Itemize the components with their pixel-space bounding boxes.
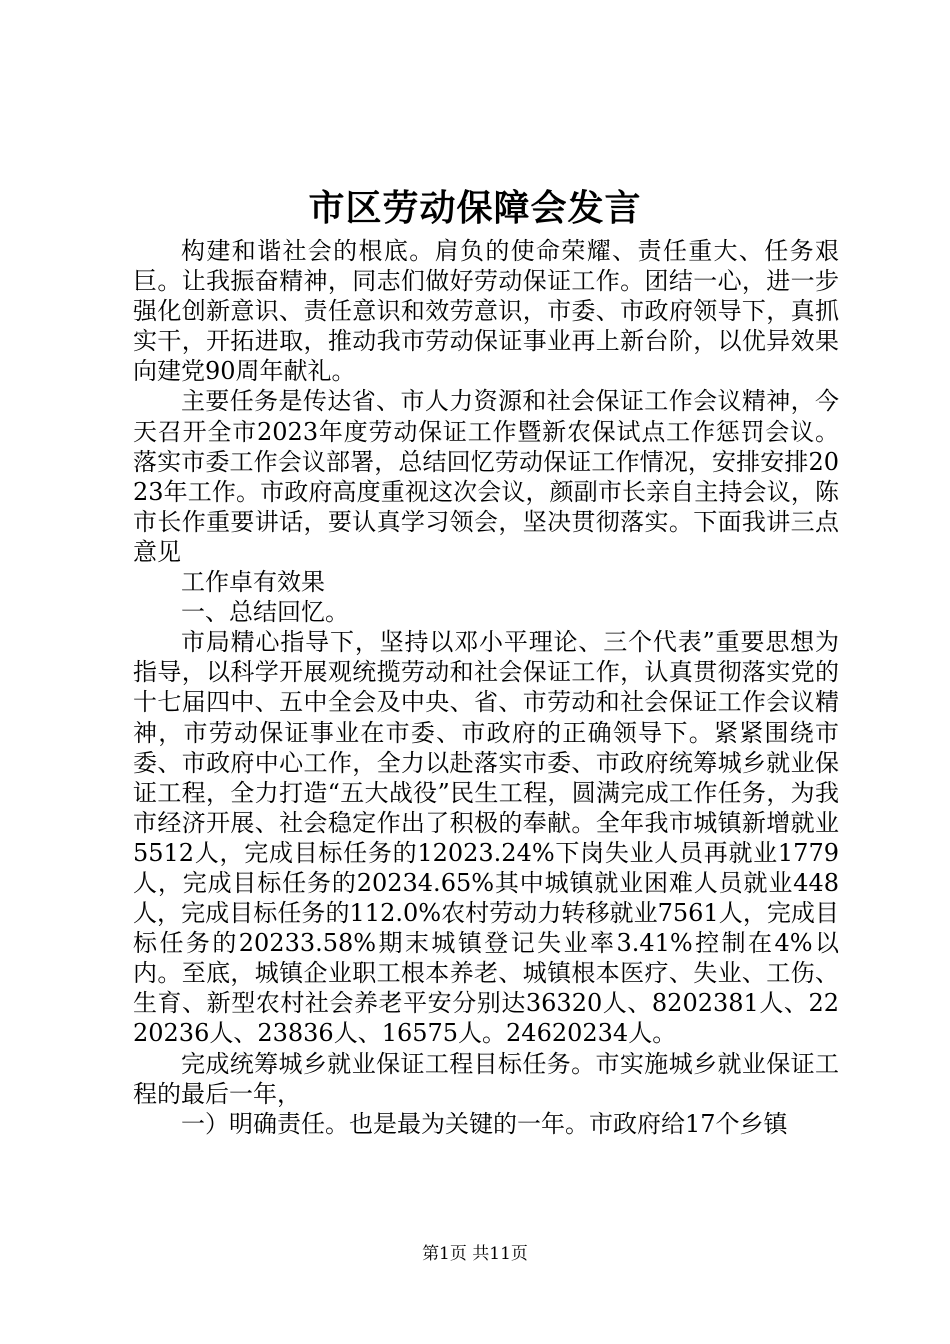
- document-title: 市区劳动保障会发言: [308, 187, 642, 229]
- paragraph-4: 一、总结回忆。: [181, 598, 349, 627]
- document-body: [133, 236, 839, 1139]
- paragraph-7: 一）明确责任。也是最为关键的一年。市政府给17个乡镇: [181, 1109, 788, 1138]
- page-footer: 第1页 共11页: [422, 1244, 528, 1264]
- paragraph-3: 工作卓有效果: [181, 568, 325, 597]
- paragraph-1: 构建和谐社会的根底。肩负的使命荣耀、责任重大、任务艰巨。让我振奋精神，同志们做好劳动保证工作。团结一心，进一步强化创新意识、责任意识和效劳意识，市委、市政府领导下，真抓实干，开拓进取，推动我市劳动保证事业再上新台阶，以优异效果向建党90周年献礼。: [133, 237, 839, 386]
- paragraph-2: 主要任务是传达省、市人力资源和社会保证工作会议精神，今天召开全市2023年度劳动保证工作暨新农保试点工作惩罚会议。落实市委工作会议部署，总结回忆劳动保证工作情况，安排安排2023年工作。市政府高度重视这次会议，颜副市长亲自主持会议，陈市长作重要讲话，要认真学习领会，坚决贯彻落实。下面我讲三点意见: [133, 387, 839, 566]
- paragraph-6: 完成统筹城乡就业保证工程目标任务。市实施城乡就业保证工程的最后一年，: [133, 1049, 839, 1108]
- paragraph-5: 市局精心指导下，坚持以邓小平理论、三个代表”重要思想为指导，以科学开展观统揽劳动和社会保证工作，认真贯彻落实党的十七届四中、五中全会及中央、省、市劳动和社会保证工作会议精神，市劳动保证事业在市委、市政府的正确领导下。紧紧围绕市委、市政府中心工作，全力以赴落实市委、市政府统筹城乡就业保证工程，全力打造“五大战役”民生工程，圆满完成工作任务，为我市经济开展、社会稳定作出了积极的奉献。全年我市城镇新增就业5512人，完成目标任务的12023.24%下岗失业人员再就业1779人，完成目标任务的20234.65%其中城镇就业困难人员就业448人，完成目标任务的112.0%农村劳动力转移就业7561人，完成目标任务的20233.58%期末城镇登记失业率3.41%控制在4%以内。至底，城镇企业职工根本养老、城镇根本医疗、失业、工伤、生育、新型农村社会养老平安分别达36320人、8202381人、2220236人、23836人、16575人。24620234人。: [133, 628, 839, 1048]
